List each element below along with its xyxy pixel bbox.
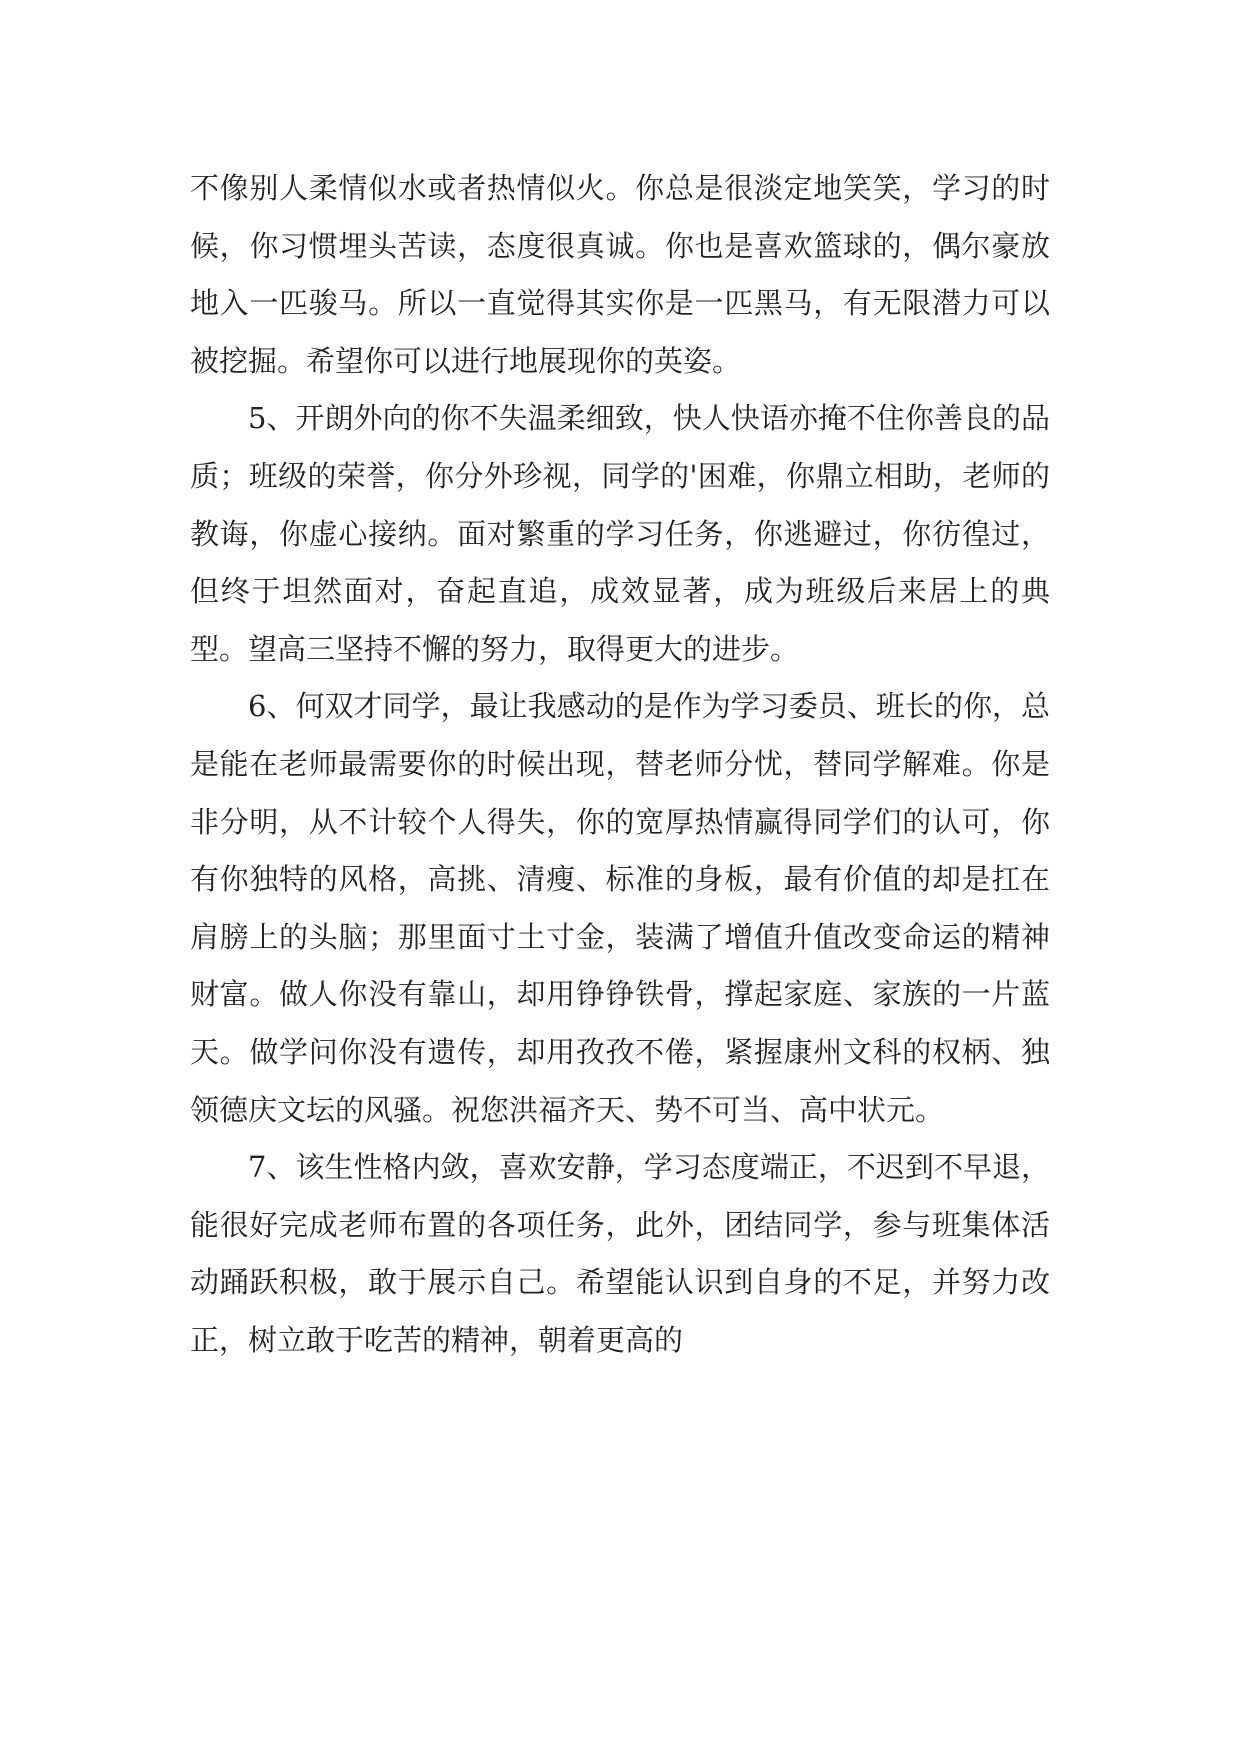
paragraph-continuation: 不像别人柔情似水或者热情似火。你总是很淡定地笑笑，学习的时候，你习惯埋头苦读，态度很真诚。你也是喜欢篮球的，偶尔豪放地入一匹骏马。所以一直觉得其实你是一匹黑马，有无限潜力可以被挖掘。希望你可以进行地展现你的英姿。 (190, 171, 1050, 378)
paragraph-comment-6: 6、何双才同学，最让我感动的是作为学习委员、班长的你，总是能在老师最需要你的时候出现，替老师分忧，替同学解难。你是非分明，从不计较个人得失，你的宽厚热情赢得同学们的认可，你有你独特的风格，高挑、清瘦、标准的身板，最有价值的却是扛在肩膀上的头脑；那里面寸土寸金，装满了增值升值改变命运的精神财富。做人你没有靠山，却用铮铮铁骨，撑起家庭、家族的一片蓝天。做学问你没有遗传，却用孜孜不倦，紧握康州文科的权柄、独领德庆文坛的风骚。祝您洪福齐天、势不可当、高中状元。 (190, 689, 1050, 1127)
document-body (190, 160, 1050, 1369)
paragraph-comment-5: 5、开朗外向的你不失温柔细致，快人快语亦掩不住你善良的品质；班级的荣誉，你分外珍视，同学的'困难，你鼎立相助，老师的教诲，你虚心接纳。面对繁重的学习任务，你逃避过，你彷徨过，但终于坦然面对，奋起直追，成效显著，成为班级后来居上的典型。望高三坚持不懈的努力，取得更大的进步。 (190, 401, 1050, 666)
paragraph-comment-7: 7、该生性格内敛，喜欢安静，学习态度端正，不迟到不早退，能很好完成老师布置的各项任务，此外，团结同学，参与班集体活动踊跃积极，敢于展示自己。希望能认识到自身的不足，并努力改正，树立敢于吃苦的精神，朝着更高的 (190, 1150, 1050, 1357)
